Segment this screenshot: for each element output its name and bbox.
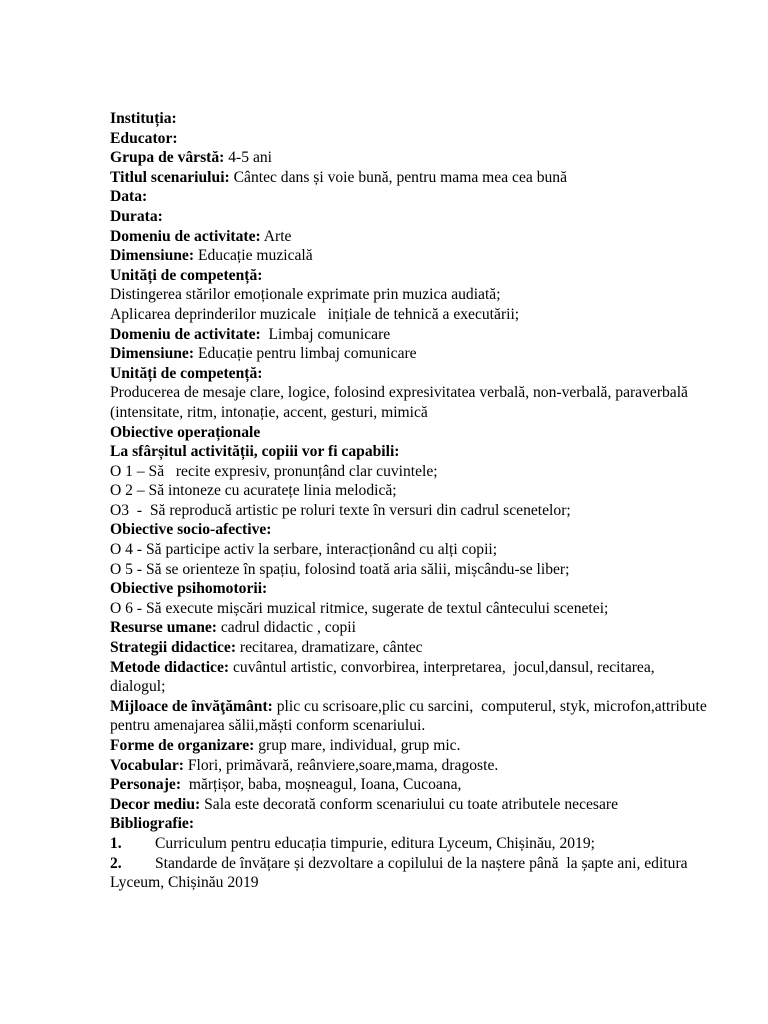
psihomotorii-heading: Obiective psihomotorii: <box>110 580 268 598</box>
bibliografie-heading: Bibliografie: <box>110 815 195 833</box>
objective-item: O 2 – Să intoneze cu acuratețe linia melodică; <box>110 482 397 500</box>
data-line <box>110 187 710 207</box>
grupa-value: 4-5 ani <box>224 149 272 167</box>
dimensiune-label: Dimensiune: <box>110 247 195 265</box>
dimensiune-label: Dimensiune: <box>110 345 195 363</box>
resurse-line: Resurse umane: cadrul didactic , copii <box>110 619 356 637</box>
domeniu-value: Arte <box>260 227 292 245</box>
data-label: Data: <box>110 188 148 206</box>
durata-line <box>110 207 710 227</box>
unitati-item: Distingerea stărilor emoționale exprimate prin muzica audiată; <box>110 286 501 304</box>
titlu-value: Cântec dans și voie bună, pentru mama mea cea bună <box>229 168 568 186</box>
educator-label: Educator: <box>110 129 178 147</box>
grupa-line <box>110 148 710 168</box>
institutia-label: Instituția: <box>110 110 177 127</box>
obiective-operationale-heading: Obiective operaționale <box>110 423 261 441</box>
titlu-line <box>110 168 710 188</box>
domeniu-value: Limbaj comunicare <box>260 325 391 343</box>
domeniu-label: Domeniu de activitate: <box>110 227 261 245</box>
dimensiune-value: Educație muzicală <box>194 247 313 265</box>
forme-line: Forme de organizare: grup mare, individual, grup mic. <box>110 737 461 754</box>
unitati-paragraph: Producerea de mesaje clare, logice, folosind expresivitatea verbală, non-verbală, paraverbală (intensitate, ritm, intonație, accent, gesturi, mimică <box>110 384 692 421</box>
educator-line <box>110 129 710 149</box>
institutia-line <box>110 109 710 129</box>
document-body <box>110 109 710 893</box>
objective-item: O 5 - Să se orienteze în spațiu, folosind toată aria sălii, mișcându-se liber; <box>110 560 570 578</box>
socio-afective-heading: Obiective socio-afective: <box>110 521 272 539</box>
personaje-line: Personaje: mărțișor, baba, moșneagul, Ioana, Cucoana, <box>110 776 462 794</box>
objective-item: O3 - Să reproducă artistic pe roluri texte în versuri din cadrul scenetelor; <box>110 501 571 519</box>
la-sfarsit-heading: La sfârșitul activității, copiii vor fi capabili: <box>110 443 400 461</box>
domeniu-arte-line <box>110 227 710 247</box>
decor-line: Decor mediu: Sala este decorată conform scenariului cu toate atributele necesare <box>110 795 619 813</box>
unitati-label: Unități de competență: <box>110 364 263 382</box>
metode-paragraph: Metode didactice: cuvântul artistic, convorbirea, interpretarea, jocul,dansul, recitarea, dialogul; <box>110 658 659 696</box>
domeniu-label: Domeniu de activitate: <box>110 325 261 343</box>
objective-item: O 6 - Să execute mișcări muzical ritmice, sugerate de textul cântecului scenetei; <box>110 599 609 617</box>
unitati-heading <box>110 266 710 286</box>
domeniu-limbaj-line <box>110 325 710 345</box>
titlu-label: Titlul scenariului: <box>110 168 230 186</box>
dimensiune-limbaj-line <box>110 344 710 364</box>
dimensiune-muzicala-line <box>110 246 710 266</box>
bibliography-item: 1. Curriculum pentru educația timpurie, editura Lyceum, Chișinău, 2019; <box>110 834 595 852</box>
unitati-item: Aplicarea deprinderilor muzicale inițiale de tehnică a executării; <box>110 305 520 323</box>
bibliography-item: 2. Standarde de învățare și dezvoltare a copilului de la naștere până la șapte ani, editura Lyceum, Chișinău 2019 <box>110 854 692 892</box>
vocabular-line: Vocabular: Flori, primăvară, reânviere,soare,mama, dragoste. <box>110 756 499 774</box>
objective-item: O 4 - Să participe activ la serbare, interacționând cu alți copii; <box>110 541 498 559</box>
objective-item: O 1 – Să recite expresiv, pronunțând clar cuvintele; <box>110 462 438 480</box>
unitati-label: Unități de competență: <box>110 266 263 284</box>
grupa-label: Grupa de vârstă: <box>110 149 225 167</box>
mijloace-paragraph: Mijloace de învăţământ: plic cu scrisoare,plic cu sarcini, computerul, styk, microfon,attribute pentru amenajarea sălii,măști conform scenariului. <box>110 697 711 735</box>
unitati-heading <box>110 364 710 384</box>
strategii-line: Strategii didactice: recitarea, dramatizare, cântec <box>110 639 423 657</box>
durata-label: Durata: <box>110 207 163 225</box>
dimensiune-value: Educație pentru limbaj comunicare <box>194 345 417 363</box>
